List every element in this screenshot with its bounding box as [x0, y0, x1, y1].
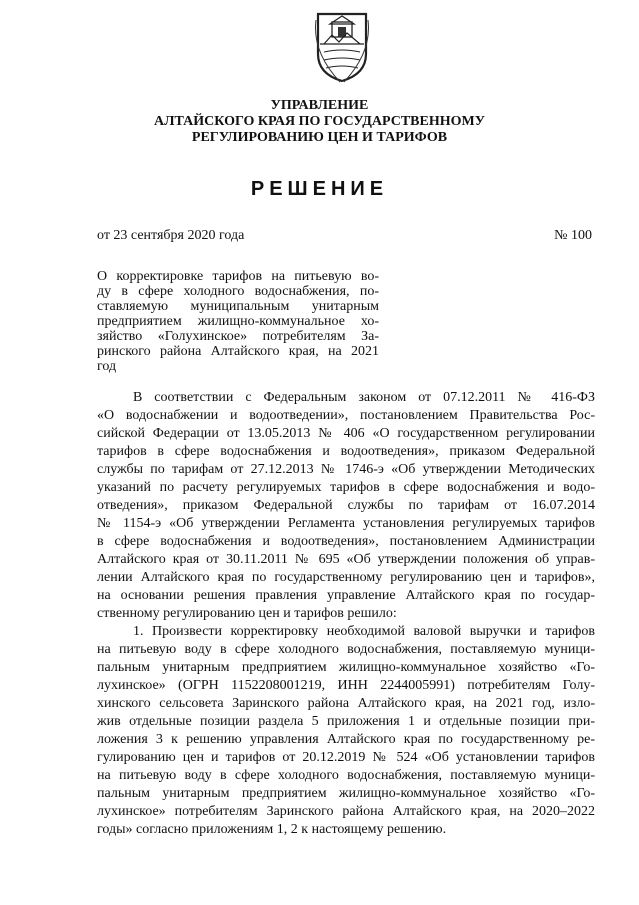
body-line: отведения», приказом Федеральной службы по тарифам от 16.07.2014: [97, 498, 595, 513]
body-line: пальным унитарным предприятием жилищно-коммунальное хозяйство «Го-: [97, 786, 595, 801]
body-line: жив отдельные позиции раздела 5 приложения 1 и отдельные позиции при-: [97, 714, 595, 729]
body-line: лении Алтайского края по государственному регулированию цен и тарифов»,: [97, 570, 595, 585]
body-line: хинского сельсовета Заринского района Алтайского края, на 2021 год, изло-: [97, 696, 595, 711]
body-line: сийской Федерации от 13.05.2013 № 406 «О государственном регулировании: [97, 426, 595, 441]
body-line: указаний по расчету регулируемых тарифов в сфере водоснабжения и водо-: [97, 480, 595, 495]
body-line: годы» согласно приложениям 1, 2 к настоящему решению.: [97, 822, 447, 837]
subject-line: ринского района Алтайского края, на 2021: [97, 344, 379, 359]
body-line: тарифов в сфере водоснабжения и водоотведения», приказом Федеральной: [97, 444, 595, 459]
subject-line: предприятием жилищно-коммунальное хо-: [97, 314, 379, 329]
body-line: на питьевую воду в сфере холодного водоснабжения, поставляемую муници-: [97, 642, 595, 657]
body-line: В соответствии с Федеральным законом от 07.12.2011 № 416-ФЗ: [133, 390, 595, 405]
body-line: пальным унитарным предприятием жилищно-коммунальное хозяйство «Го-: [97, 660, 595, 675]
issuer-header: [0, 98, 639, 146]
body-line: 1. Произвести корректировку необходимой валовой выручки и тарифов: [133, 624, 595, 639]
subject-line: ду в сфере холодного водоснабжения, по-: [97, 284, 379, 299]
subject-line: зяйство «Голухинское» потребителям За-: [97, 329, 379, 344]
body-line: в сфере водоснабжения и водоотведения», постановлением Администрации: [97, 534, 595, 549]
body-line: ложения 3 к решению управления Алтайского края по государственному ре-: [97, 732, 595, 747]
issuer-header-line: АЛТАЙСКОГО КРАЯ ПО ГОСУДАРСТВЕННОМУ: [154, 114, 485, 129]
coat-of-arms-emblem: [312, 8, 372, 84]
body-line: ственному регулированию цен и тарифов решило:: [97, 606, 397, 621]
body-line: лухинское» (ОГРН 1152208001219, ИНН 2244005991) потребителям Голу-: [97, 678, 595, 693]
issuer-header-line: УПРАВЛЕНИЕ: [270, 98, 369, 113]
document-date: от 23 сентября 2020 года: [97, 228, 245, 243]
issuer-header-line: РЕГУЛИРОВАНИЮ ЦЕН И ТАРИФОВ: [191, 130, 448, 145]
subject-line: О корректировке тарифов на питьевую во-: [97, 269, 379, 284]
body-line: на питьевую воду в сфере холодного водоснабжения, поставляемую муници-: [97, 768, 595, 783]
body-line: службы по тарифам от 27.12.2013 № 1746-э «Об утверждении Методических: [97, 462, 595, 477]
body-line: «О водоснабжении и водоотведении», постановлением Правительства Рос-: [97, 408, 595, 423]
subject-line: ставляемую муниципальным унитарным: [97, 299, 379, 314]
body-line: гулированию цен и тарифов от 20.12.2019 № 524 «Об установлении тарифов: [97, 750, 595, 765]
body-line: Алтайского края от 30.11.2011 № 695 «Об утверждении положения об управ-: [97, 552, 595, 567]
document-title: РЕШЕНИЕ: [250, 178, 389, 200]
body-line: лухинское» потребителям Заринского района Алтайского края, на 2020–2022: [97, 804, 595, 819]
document-number: № 100: [554, 228, 592, 243]
body-line: № 1154-э «Об утверждении Регламента установления регулируемых тарифов: [97, 516, 595, 531]
body-line: на основании решения правления управление Алтайского края по государ-: [97, 588, 595, 603]
subject-line: год: [97, 359, 117, 374]
